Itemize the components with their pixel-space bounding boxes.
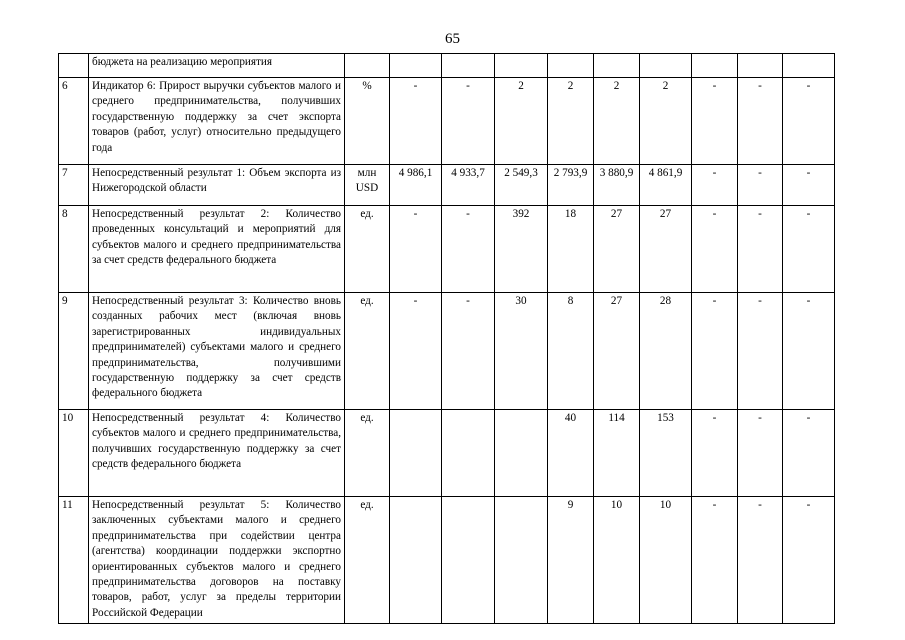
table-row [59,165,835,206]
row-name: Непосредственный результат 4: Количество субъектов малого и среднего предпринимательства, получивших государственную поддержку за счет средств федерального бюджета [89,410,345,497]
value-cell: - [692,410,738,497]
value-cell: 10 [594,497,640,624]
value-cell: 2 [495,78,548,165]
value-cell: 30 [495,293,548,410]
table-row [59,497,835,624]
row-number: 11 [59,497,89,624]
row-name: Непосредственный результат 3: Количество вновь созданных рабочих мест (включая вновь зарегистрированных индивидуальных предпринимателей) субъектами малого и среднего предпринимательства, получившими государственную поддержку за счет средств федерального бюджета [89,293,345,410]
value-cell [495,497,548,624]
value-cell: - [738,497,783,624]
row-name: Непосредственный результат 5: Количество заключенных субъектами малого и среднего предпринимательства при содействии центра (агентства) координации поддержки экспортно ориентированных субъектов малого и среднего предпринимательства договоров на поставку товаров, работ, услуг за пределы территории Российской Федерации [89,497,345,624]
value-cell: 8 [548,293,594,410]
value-cell [390,54,442,78]
page-number: 65 [445,31,460,47]
value-cell [783,54,835,78]
value-cell [495,54,548,78]
value-cell: 4 986,1 [390,165,442,206]
row-number: 10 [59,410,89,497]
value-cell: 153 [640,410,692,497]
value-cell: 27 [640,206,692,293]
value-cell [390,410,442,497]
value-cell: 4 933,7 [442,165,495,206]
row-name: Непосредственный результат 2: Количество проведенных консультаций и мероприятий для субъектов малого и среднего предпринимательства за счет средств федерального бюджета [89,206,345,293]
value-cell: - [442,78,495,165]
value-cell: - [738,206,783,293]
value-cell: - [738,165,783,206]
value-cell: 2 793,9 [548,165,594,206]
value-cell: - [692,497,738,624]
table-row [59,206,835,293]
value-cell: - [692,293,738,410]
value-cell [442,410,495,497]
value-cell: - [442,206,495,293]
value-cell: - [738,293,783,410]
value-cell: - [692,206,738,293]
value-cell: 27 [594,293,640,410]
value-cell: 114 [594,410,640,497]
value-cell: 2 [548,78,594,165]
value-cell [495,410,548,497]
value-cell: 2 [640,78,692,165]
row-name: Индикатор 6: Прирост выручки субъектов малого и среднего предпринимательства, получивших государственную поддержку за счет экспорта товаров (работ, услуг) относительно предыдущего года [89,78,345,165]
row-unit: ед. [345,410,390,497]
value-cell: - [783,165,835,206]
value-cell: - [692,165,738,206]
value-cell [390,497,442,624]
table-row [59,293,835,410]
value-cell: - [692,78,738,165]
value-cell: 28 [640,293,692,410]
row-unit: млн USD [345,165,390,206]
value-cell [594,54,640,78]
value-cell: - [783,497,835,624]
row-unit: ед. [345,206,390,293]
row-name: бюджета на реализацию мероприятия [89,54,345,78]
value-cell: - [442,293,495,410]
row-name: Непосредственный результат 1: Объем экспорта из Нижегородской области [89,165,345,206]
value-cell: 392 [495,206,548,293]
value-cell [692,54,738,78]
row-unit: ед. [345,293,390,410]
row-number: 6 [59,78,89,165]
table-row [59,78,835,165]
value-cell: - [738,410,783,497]
value-cell: 2 549,3 [495,165,548,206]
value-cell: 10 [640,497,692,624]
value-cell: 27 [594,206,640,293]
value-cell: 9 [548,497,594,624]
value-cell: 4 861,9 [640,165,692,206]
row-unit: % [345,78,390,165]
row-number: 7 [59,165,89,206]
value-cell: 18 [548,206,594,293]
value-cell: - [783,293,835,410]
table-row [59,54,835,78]
value-cell: - [783,206,835,293]
value-cell: 2 [594,78,640,165]
value-cell: - [783,78,835,165]
value-cell [738,54,783,78]
value-cell: - [738,78,783,165]
row-unit: ед. [345,497,390,624]
value-cell: - [390,206,442,293]
value-cell [442,497,495,624]
row-unit [345,54,390,78]
row-number: 8 [59,206,89,293]
value-cell: 40 [548,410,594,497]
value-cell [442,54,495,78]
value-cell [640,54,692,78]
value-cell [548,54,594,78]
table-row [59,410,835,497]
indicators-table [58,53,835,624]
row-number [59,54,89,78]
row-number: 9 [59,293,89,410]
value-cell: 3 880,9 [594,165,640,206]
value-cell: - [390,293,442,410]
value-cell: - [390,78,442,165]
value-cell: - [783,410,835,497]
